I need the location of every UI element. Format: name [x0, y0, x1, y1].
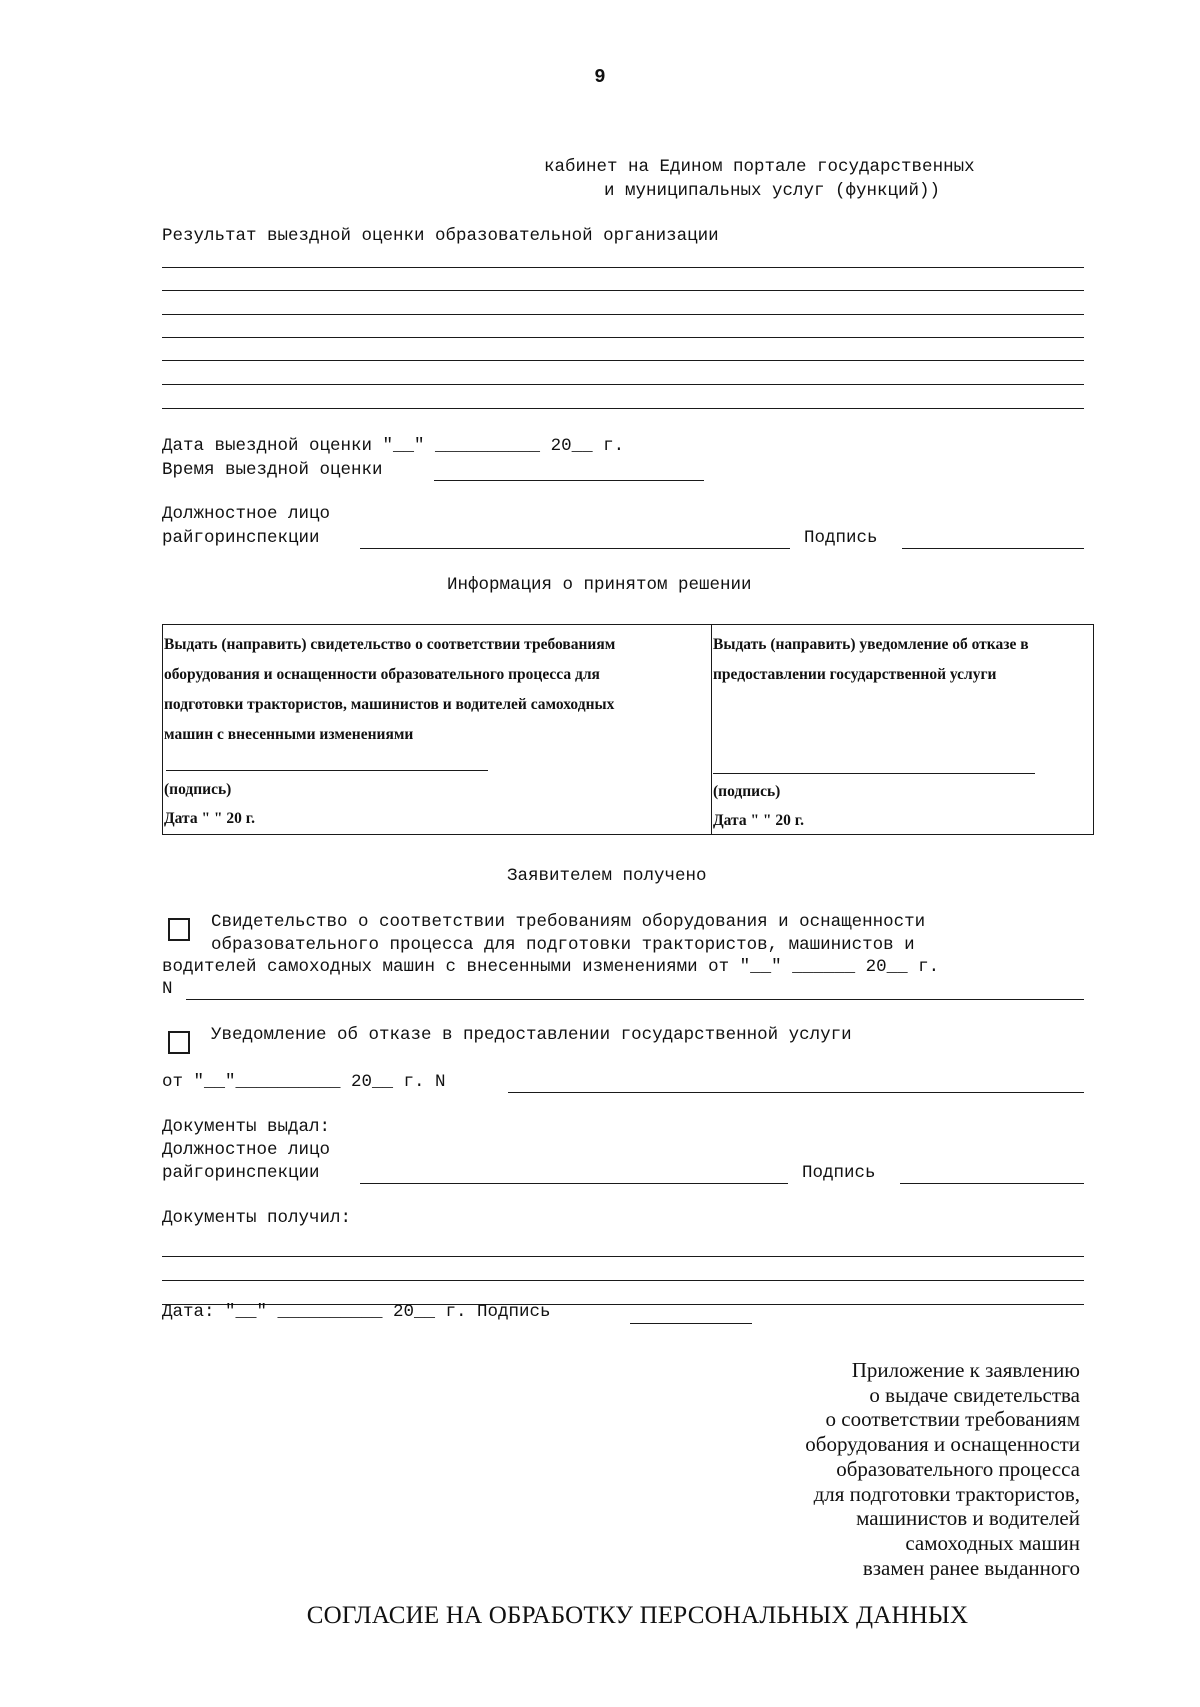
appendix-line-6: для подготовки трактористов, [813, 1481, 1080, 1506]
certificate-line-1: Свидетельство о соответствии требованиям оборудования и оснащенности [211, 912, 926, 932]
consent-title: СОГЛАСИЕ НА ОБРАБОТКУ ПЕРСОНАЛЬНЫХ ДАННЫХ [306, 1602, 969, 1629]
result-line-5[interactable] [162, 360, 1084, 361]
result-line-2[interactable] [162, 290, 1084, 291]
visit-time-label: Время выездной оценки [162, 460, 383, 480]
result-line-3[interactable] [162, 314, 1084, 315]
header-line-2: и муниципальных услуг (функций)) [604, 181, 941, 201]
page-number: 9 [594, 66, 606, 88]
appendix-line-2: о выдаче свидетельства [869, 1382, 1080, 1407]
decision-title: Информация о принятом решении [447, 575, 752, 595]
issued-signature-line[interactable] [900, 1183, 1084, 1184]
decision-left-date[interactable]: Дата " " 20 г. [164, 810, 255, 827]
decision-left-signature-caption: (подпись) [164, 781, 232, 798]
decision-left-line-1: Выдать (направить) свидетельство о соответствии требованиям [164, 636, 616, 653]
visit-date-label: Дата выездной оценки "__" __________ 20__ г. [162, 436, 625, 456]
appendix-line-9: взамен ранее выданного [862, 1555, 1080, 1580]
got-label: Документы получил: [162, 1208, 352, 1228]
official-name-line[interactable] [360, 548, 790, 549]
decision-left-line-3: подготовки трактористов, машинистов и водителей самоходных [164, 696, 615, 713]
header-line-1: кабинет на Едином портале государственных [544, 157, 975, 177]
appendix-line-8: самоходных машин [905, 1530, 1080, 1555]
issued-label-2: Должностное лицо [162, 1140, 331, 1160]
result-line-4[interactable] [162, 337, 1084, 338]
official-signature-label: Подпись [804, 528, 878, 548]
visit-time-line[interactable] [434, 480, 704, 481]
got-signature-line[interactable] [630, 1323, 752, 1324]
decision-right-signature-line[interactable] [713, 773, 1035, 774]
certificate-number-label: N [162, 979, 173, 999]
got-date-line: Дата: "__" __________ 20__ г. Подпись [162, 1302, 551, 1322]
decision-left-signature-line[interactable] [166, 770, 488, 771]
decision-right-line-1: Выдать (направить) уведомление об отказе в [713, 636, 1029, 653]
result-line-7[interactable] [162, 408, 1084, 409]
decision-table-divider [711, 624, 712, 835]
decision-right-signature-caption: (подпись) [713, 783, 781, 800]
decision-left-line-2: оборудования и оснащенности образовательного процесса для [164, 666, 600, 683]
appendix-line-5: образовательного процесса [836, 1456, 1080, 1481]
appendix-line-3: о соответствии требованиям [825, 1407, 1080, 1432]
certificate-checkbox[interactable] [168, 918, 190, 941]
result-line-6[interactable] [162, 384, 1084, 385]
refusal-line-2: от "__"__________ 20__ г. N [162, 1072, 446, 1092]
received-title: Заявителем получено [507, 866, 707, 886]
refusal-line-1: Уведомление об отказе в предоставлении государственной услуги [211, 1025, 852, 1045]
result-label: Результат выездной оценки образовательной организации [162, 226, 719, 246]
issued-label-1: Документы выдал: [162, 1117, 331, 1137]
official-label-1: Должностное лицо [162, 504, 331, 524]
certificate-line-3: водителей самоходных машин с внесенными изменениями от "__" ______ 20__ г. [162, 957, 940, 977]
appendix-line-4: оборудования и оснащенности [805, 1432, 1080, 1457]
decision-right-date[interactable]: Дата " " 20 г. [713, 812, 804, 829]
appendix-line-1: Приложение к заявлению [851, 1358, 1080, 1382]
decision-left-line-4: машин с внесенными изменениями [164, 726, 414, 743]
official-label-2: райгоринспекции [162, 528, 320, 548]
decision-right-line-2: предоставлении государственной услуги [713, 666, 997, 683]
official-signature-line[interactable] [902, 548, 1084, 549]
issued-signature-label: Подпись [802, 1163, 876, 1183]
refusal-number-line[interactable] [508, 1092, 1084, 1093]
got-line-1[interactable] [162, 1256, 1084, 1257]
refusal-checkbox[interactable] [168, 1031, 190, 1054]
appendix-note [805, 1358, 1080, 1580]
issued-name-line[interactable] [360, 1183, 788, 1184]
result-line-1[interactable] [162, 267, 1084, 268]
certificate-number-line[interactable] [186, 999, 1084, 1000]
appendix-line-7: машинистов и водителей [856, 1506, 1080, 1531]
issued-label-3: райгоринспекции [162, 1163, 320, 1183]
got-line-2[interactable] [162, 1280, 1084, 1281]
certificate-line-2: образовательного процесса для подготовки трактористов, машинистов и [211, 935, 915, 955]
